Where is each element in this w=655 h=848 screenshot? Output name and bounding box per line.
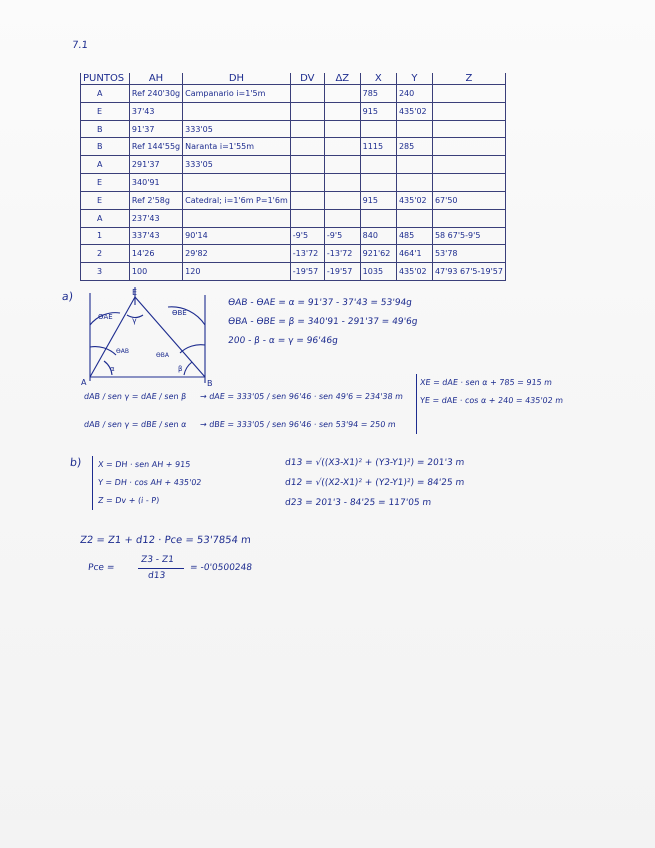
table-cell: 14'26: [129, 245, 182, 263]
table-cell: 37'43: [129, 102, 182, 120]
row-point-cell: E: [81, 174, 130, 192]
sine-law-be-ratio: dAB / sen γ = dBE / sen α: [83, 420, 187, 429]
table-cell: [432, 156, 505, 174]
sine-law-ae-ratio: dAB / sen γ = dAE / sen β: [83, 392, 187, 401]
row-point-cell: 3: [81, 263, 130, 281]
d12-equation: d12 = √((X2-X1)² + (Y2-Y1)²) = 84'25 m: [284, 478, 465, 488]
xe-equation: XE = dAE · sen α + 785 = 915 m: [419, 378, 553, 387]
row-point-cell: 2: [81, 245, 130, 263]
table-cell: 333'05: [183, 156, 291, 174]
theta-ab-label: ϴAB: [116, 348, 129, 355]
table-cell: [324, 174, 360, 192]
col-header: X: [360, 73, 396, 85]
table-cell: [324, 102, 360, 120]
table-cell: [432, 174, 505, 192]
col-header: Y: [396, 73, 432, 85]
theta-ba-label: ϴBA: [156, 352, 169, 359]
table-cell: Ref 240'30g: [129, 85, 182, 103]
table-cell: [360, 120, 396, 138]
table-cell: 91'37: [129, 120, 182, 138]
angle-eq-alpha: ϴAB - ϴAE = α = 91'37 - 37'43 = 53'94g: [227, 298, 413, 308]
table-cell: 915: [360, 102, 396, 120]
alpha-label: α: [110, 365, 115, 373]
table-cell: [396, 174, 432, 192]
table-row: [81, 263, 506, 281]
table-cell: 285: [396, 138, 432, 156]
survey-table: [80, 73, 506, 281]
table-cell: Naranta i=1'55m: [183, 138, 291, 156]
brace: [410, 374, 417, 434]
gamma-label: γ: [132, 316, 137, 325]
table-cell: -13'72: [324, 245, 360, 263]
section-b-label: b): [69, 456, 82, 469]
row-point-cell: B: [81, 138, 130, 156]
table-cell: -19'57: [324, 263, 360, 281]
table-cell: 100: [129, 263, 182, 281]
pce-numerator: Z3 - Z1: [140, 555, 175, 565]
table-cell: [324, 156, 360, 174]
row-point-cell: E: [81, 191, 130, 209]
table-cell: 333'05: [183, 120, 291, 138]
row-point-cell: E: [81, 102, 130, 120]
table-cell: [432, 102, 505, 120]
table-cell: 58 67'5-9'5: [432, 227, 505, 245]
table-cell: Ref 144'55g: [129, 138, 182, 156]
table-cell: 840: [360, 227, 396, 245]
vertex-a-label: A: [81, 378, 87, 387]
beta-label: β: [178, 365, 183, 373]
sine-law-ae-result: → dAE = 333'05 / sen 96'46 · sen 49'6 = 234'38 m: [199, 392, 404, 401]
table-row: [81, 156, 506, 174]
section-a-label: a): [61, 290, 74, 303]
col-header: Z: [432, 73, 505, 85]
table-cell: 435'02: [396, 191, 432, 209]
pce-label: Pce =: [87, 563, 115, 573]
table-cell: 120: [183, 263, 291, 281]
triangle-diagram: [80, 285, 230, 390]
vertex-b-label: B: [207, 379, 213, 388]
table-cell: [290, 174, 324, 192]
table-cell: [324, 209, 360, 227]
table-cell: [432, 85, 505, 103]
table-cell: [290, 120, 324, 138]
table-cell: 1035: [360, 263, 396, 281]
row-point-cell: B: [81, 120, 130, 138]
col-header: PUNTOS: [81, 73, 130, 85]
table-cell: [290, 156, 324, 174]
sys-y-equation: Y = DH · cos AH + 435'02: [97, 478, 202, 487]
table-cell: 47'93 67'5-19'57: [432, 263, 505, 281]
row-point-cell: A: [81, 85, 130, 103]
table-cell: [432, 209, 505, 227]
table-cell: [324, 138, 360, 156]
angle-eq-gamma: 200 - β - α = γ = 96'46g: [227, 336, 339, 346]
table-cell: [290, 138, 324, 156]
table-cell: 435'02: [396, 263, 432, 281]
d13-equation: d13 = √((X3-X1)² + (Y3-Y1)²) = 201'3 m: [284, 458, 465, 468]
table-cell: 237'43: [129, 209, 182, 227]
angle-eq-beta: ϴBA - ϴBE = β = 340'91 - 291'37 = 49'6g: [227, 317, 418, 327]
fraction-bar: [138, 568, 184, 569]
table-cell: 1115: [360, 138, 396, 156]
table-cell: [396, 209, 432, 227]
vertex-e-label: E: [132, 288, 138, 297]
table-cell: 90'14: [183, 227, 291, 245]
sys-z-equation: Z = Dv + (i - P): [97, 496, 160, 505]
row-point-cell: A: [81, 209, 130, 227]
col-header: DH: [183, 73, 291, 85]
table-row: [81, 245, 506, 263]
pce-denominator: d13: [147, 571, 166, 581]
table-cell: 67'50: [432, 191, 505, 209]
col-header: DV: [290, 73, 324, 85]
table-cell: Catedral; i=1'6m P=1'6m: [183, 191, 291, 209]
table-cell: [324, 191, 360, 209]
table-cell: Campanario i=1'5m: [183, 85, 291, 103]
ye-equation: YE = dAE · cos α + 240 = 435'02 m: [419, 396, 564, 405]
sine-law-be-result: → dBE = 333'05 / sen 96'46 · sen 53'94 = 250 m: [199, 420, 397, 429]
table-cell: -19'57: [290, 263, 324, 281]
table-cell: 53'78: [432, 245, 505, 263]
table-cell: [360, 174, 396, 192]
table-cell: 29'82: [183, 245, 291, 263]
table-cell: [183, 209, 291, 227]
table-cell: 464'1: [396, 245, 432, 263]
table-cell: [290, 191, 324, 209]
table-cell: 785: [360, 85, 396, 103]
table-cell: [396, 156, 432, 174]
table-cell: [360, 209, 396, 227]
table-cell: 435'02: [396, 102, 432, 120]
row-point-cell: 1: [81, 227, 130, 245]
table-cell: [432, 138, 505, 156]
table-cell: 340'91: [129, 174, 182, 192]
table-cell: -13'72: [290, 245, 324, 263]
table-cell: [396, 120, 432, 138]
table-cell: [183, 102, 291, 120]
pce-value: = -0'0500248: [189, 563, 253, 573]
table-cell: 291'37: [129, 156, 182, 174]
table-cell: -9'5: [324, 227, 360, 245]
table-header-row: [81, 73, 506, 85]
theta-be-label: ϴBE: [172, 309, 187, 317]
row-point-cell: A: [81, 156, 130, 174]
sys-x-equation: X = DH · sen AH + 915: [97, 460, 191, 469]
table-cell: 337'43: [129, 227, 182, 245]
table-cell: [290, 102, 324, 120]
table-body: [81, 85, 506, 281]
table-cell: [360, 156, 396, 174]
table-cell: -9'5: [290, 227, 324, 245]
table-row: [81, 174, 506, 192]
col-header: AH: [129, 73, 182, 85]
table-row: [81, 191, 506, 209]
table-row: [81, 209, 506, 227]
z2-equation: Z2 = Z1 + d12 · Pce = 53'7854 m: [79, 535, 252, 546]
page-label: 7.1: [71, 40, 89, 51]
table-cell: 240: [396, 85, 432, 103]
table-cell: 915: [360, 191, 396, 209]
col-header: ΔZ: [324, 73, 360, 85]
table-cell: 485: [396, 227, 432, 245]
table-cell: [290, 85, 324, 103]
table-cell: [324, 85, 360, 103]
table-cell: [290, 209, 324, 227]
table-row: [81, 227, 506, 245]
table-row: [81, 102, 506, 120]
d23-equation: d23 = 201'3 - 84'25 = 117'05 m: [284, 498, 432, 508]
theta-ae-label: ϴAE: [98, 313, 113, 321]
table-cell: Ref 2'58g: [129, 191, 182, 209]
table-row: [81, 120, 506, 138]
table-cell: [324, 120, 360, 138]
table-row: [81, 138, 506, 156]
table-cell: 921'62: [360, 245, 396, 263]
table-cell: [432, 120, 505, 138]
table-row: [81, 85, 506, 103]
table-cell: [183, 174, 291, 192]
